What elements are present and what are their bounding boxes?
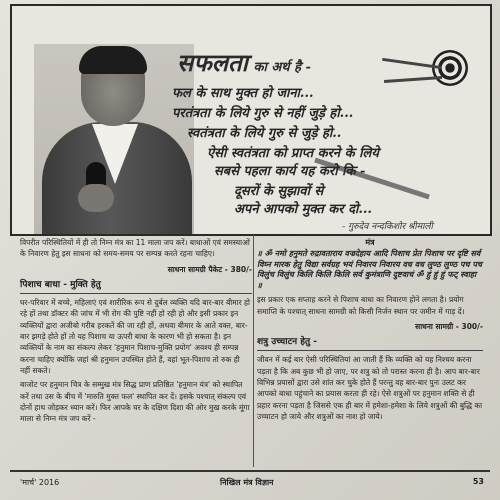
quote-line: ऐसी स्वतंत्रता को प्राप्त करने के लिये — [207, 146, 379, 161]
photo-hand — [78, 184, 114, 212]
body-paragraph: घर-परिवार में बच्चे, महिलाएं एवं शारीरिक रूप से दुर्बल व्यक्ति यदि बार-बार बीमार हो रहे हों तथा डॉक्टर की जांच में भी रोग की पुष्टि नहीं हो रही हो और इसी प्रकार इन व्यक्तियों द्वारा अजीबो गरीब हरकतें की जा रही हों, अथवा बीमार के आते वक्त, बार-बार झगड़े होते हों तो यह पिशाच या ऊपरी बाधा के कारण भी हो सकता है। इन व्यक्तियों के नाम का संकल्प लेकर 'हनुमान पिशाच-मुक्ति प्रयोग' अवश्य ही सम्पन्न करना चाहिए क्योंकि जहां श्री हनुमान उपस्थित होते हैं, वहां भूत-पिशाच तो रुक ही नहीं सकते। — [20, 298, 250, 375]
page-footer — [10, 470, 490, 494]
quote-title-main: सफलता — [177, 48, 248, 77]
footer-magazine: निखिल मंत्र विज्ञान — [220, 478, 274, 487]
quote-title — [177, 46, 311, 79]
guru-photo — [34, 44, 194, 234]
quote-author: - गुरुदेव नन्दकिशोर श्रीमाली — [342, 222, 433, 232]
photo-hair — [79, 46, 147, 74]
section-title-pishach: पिशाच बाधा - मुक्ति हेतु — [20, 280, 252, 294]
quote-title-sub: का अर्थ है - — [253, 60, 311, 75]
page-number: 53 — [472, 477, 484, 486]
right-column — [257, 237, 483, 422]
section-title-shatru: शत्रु उच्चाटन हेतु - — [257, 337, 483, 351]
samagri-price: साधना सामग्री पैकेट - 380/- — [167, 264, 252, 274]
quote-line: स्वतंत्रता के लिये गुरु से जुड़े हो.. — [187, 126, 342, 141]
quote-line: परतंत्रता के लिये गुरु से नहीं जुड़े हो... — [172, 106, 354, 121]
intro-paragraph: विपरीत परिस्थितियों में ही तो निम्न मंत्र का 11 माला जप करें। बाधाओं एवं समस्याओं के निवारण हेतु इस साधना को समय-समय पर सम्पन्न करते रहना चाहिए। — [20, 238, 250, 259]
body-paragraph: जीवन में कई बार ऐसी परिस्थितियां आ जाती हैं कि व्यक्ति को यह निश्चय करना पड़ता है कि अब कुछ भी हो जाए, पर शत्रु को तो परास्त करना ही है। आप बार-बार विभिन्न प्रयासों द्वारा उसे शांत कर चुके होते हैं परन्तु वह बार-बार पुनः उलट कर आपको बाधा पहुंचाने का प्रयास करता ही रहे। ऐसे शत्रुओं पर हनुमान शक्ति से ही प्रहार करना पड़ता है जिससे एक ही बार में हमेशा-हमेशा के लिये शत्रुओं की बुद्धि का उच्चाटन हो जाये और शत्रुओं का नाश हो जाये। — [257, 355, 483, 421]
footer-month: 'मार्च' 2016 — [20, 478, 60, 487]
column-divider — [253, 235, 254, 467]
samagri-price: साधना सामग्री - 300/- — [415, 321, 483, 331]
quote-line: दूसरों के सुझावों से — [234, 184, 324, 199]
body-paragraph: इस प्रकार एक सप्ताह करने से पिशाच बाधा का निवारण होने लगता है। प्रयोग समाप्ति के पश्चात् साधना सामग्री को किसी निर्जन स्थान पर जमीन में गाड़ दें। — [257, 295, 465, 316]
left-column — [20, 237, 252, 424]
mantra-title: मंत्र — [365, 238, 375, 247]
body-paragraph: बाजोट पर हनुमान चित्र के सम्मुख मंत्र सिद्ध प्राण प्रतिष्ठित 'हनुमान यंत्र' को स्थापित करें तथा उस के बीच में 'मारुति मुक्त फल' स्थापित कर दें। इसके पश्चात् संकल्प एवं दोनों हाथ जोड़कर ध्यान करें। फिर आपके घर के दक्षिण दिशा की ओर मुख करके मूंगा माला से निम्न मंत्र जप करें - — [20, 380, 250, 424]
quote-line: अपने आपको मुक्त कर दो... — [234, 202, 372, 217]
quote-box — [10, 4, 492, 236]
quote-line: सबसे पहला कार्य यह करो कि - — [214, 164, 366, 179]
mantra-text: ॥ ॐ नमो हनुमते रुद्रावताराय वज्रदेहाय आदि पिशाच प्रेत पिशाच पर दृष्टि सर्व विघ्न मारक हेतु विद्या सर्वग्रह भयं निवारय निवारय वध वध लुण्ठ लुण्ठ पच पच विलुंच विलुंच किलि किलि किलि सर्व कुमंत्राणि दुष्टवाचं ॐ हुं हुं हुं फट् स्वाहा ॥ — [257, 248, 483, 290]
quote-line: फल के साथ मुक्त हो जाना... — [172, 86, 314, 101]
arrow-icon — [384, 76, 442, 83]
